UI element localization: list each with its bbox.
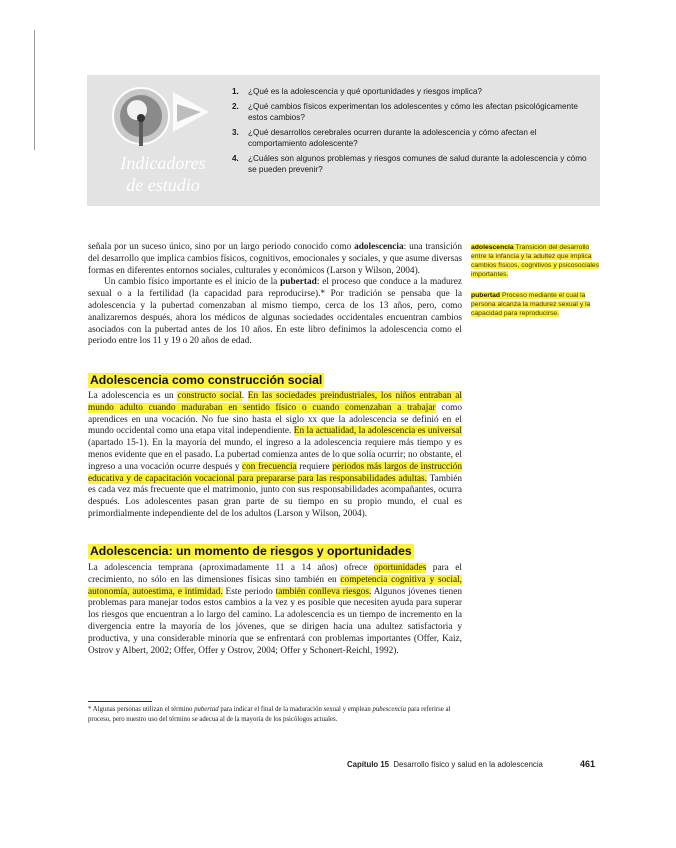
page-footer	[347, 760, 543, 769]
footnote-rule	[88, 701, 152, 702]
sidebar-definition-adolescencia	[471, 243, 603, 279]
text-run: Algunos jóvenes tienen problemas para manejar todos estos cambios a la vez y es posible que necesiten ayuda para superar los riesgos que encuentran a lo largo del camino. La adolescencia es un tiempo de incremento en la divergencia entre la mayoría de los jóvenes, que se dirigen hacia una adultez satisfactoria y productiva, y una considerable minoría que se enfrentará con problemas importantes (Offer, Kaiz, Ostrov y Albert, 2002; Offer, Offer y Ostrov, 2004; Offer y Schonert-Reichl, 1992).	[88, 586, 462, 656]
margin-rule	[34, 30, 35, 150]
question-text: ¿Qué cambios físicos experimentan los adolescentes y cómo les afectan psicológicamente estos cambios?	[248, 102, 578, 122]
chapter-label: Capítulo 15	[347, 760, 390, 769]
text-run: Un cambio físico importante es el inicio de la	[104, 277, 281, 288]
highlight: constructo social	[177, 391, 242, 401]
chapter-title: Desarrollo físico y salud en la adolescencia	[393, 760, 543, 769]
section-heading-social-construct: Adolescencia como construcción social	[90, 373, 323, 387]
guide-question	[232, 153, 592, 175]
text-run: Este periodo	[222, 586, 276, 597]
study-guide-title	[100, 152, 226, 196]
section1-paragraph	[88, 391, 462, 521]
text-run: (apartado 15-1). En la mayoría del mundo, el ingreso a la adolescencia requiere más tiempo y es menos evidente que en el pasado. La pubertad comienza antes de lo que solía ocurrir; no obstante, el ingreso a una vocación ocurre después y	[88, 438, 462, 472]
highlight: En la actualidad, la adolescencia es universal	[293, 426, 462, 437]
highlight: también conlleva riesgos.	[275, 586, 372, 597]
sidebar-term: adolescencia	[471, 244, 514, 251]
sidebar-definition-pubertad	[471, 291, 603, 318]
question-number: 4.	[232, 154, 239, 163]
text-run: La adolescencia es un	[88, 391, 178, 401]
text-run: para el crecimiento, no sólo en las dimensiones físicas sino también en	[88, 563, 462, 585]
guide-question	[232, 86, 592, 97]
highlight: oportunidades	[373, 563, 427, 573]
question-number: 2.	[232, 102, 239, 111]
highlight: En las sociedades preindustriales, los niños entraban al mundo adulto cuando maduraban en sentido físico o cuando comenzaban a trabajar	[88, 391, 462, 413]
term-pubertad: pubertad	[280, 277, 317, 288]
compass-icon	[103, 82, 213, 148]
highlight: periodos más largos de instrucción educativa y de capacitación vocacional para prepararse para las responsabilidades adultas.	[88, 461, 462, 484]
intro-text	[88, 242, 462, 348]
question-number: 1.	[232, 87, 239, 96]
study-guide-title-line1: Indicadores	[120, 153, 206, 173]
text-run: para referirse al proceso, pero nuestro uso del término se adecua al de la mayoría de los psicólogos actuales.	[88, 706, 451, 723]
section2-paragraph	[88, 563, 462, 657]
section-heading-risks-opportunities: Adolescencia: un momento de riesgos y oportunidades	[90, 544, 412, 558]
text-run: La adolescencia temprana (aproximadamente 11 a 14 años) ofrece	[88, 563, 374, 573]
question-number: 3.	[232, 128, 239, 137]
study-guide-title-line2: de estudio	[126, 175, 200, 195]
text-run: También es cada vez más frecuente que el matrimonio, junto con sus responsabilidades acompañantes, ocurra después. Los adolescentes pasan gran parte de su tiempo en su propio mundo, el cual es primordialmente independiente del de los adultos (Larson y Wilson, 2004).	[88, 473, 462, 519]
text-run: para indicar el final de la maduración sexual y emplean	[218, 706, 373, 713]
question-text: ¿Qué desarrollos cerebrales ocurren durante la adolescencia y cómo afectan el comportamiento adolescente?	[248, 128, 537, 148]
footnote	[88, 705, 462, 724]
sidebar-definition: Transición del desarrollo entre la infancia y la adultez que implica cambios físicos, cognitivos y psicosociales importantes.	[471, 244, 600, 278]
question-text: ¿Qué es la adolescencia y qué oportunidades y riesgos implica?	[248, 87, 482, 96]
page-number: 461	[580, 759, 596, 769]
text-run: como aprendices en una vocación. No fue sino hasta el siglo xx que la adolescencia se definió en el mundo occidental como una etapa vital independiente.	[88, 402, 462, 437]
section1-text	[88, 391, 462, 521]
text-run: * Algunas personas utilizan el término	[88, 706, 195, 713]
intro-paragraph-1	[88, 242, 462, 277]
guide-question	[232, 101, 592, 123]
text-run: requiere	[296, 461, 333, 472]
guide-question	[232, 127, 592, 149]
question-text: ¿Cuáles son algunos problemas y riesgos comunes de salud durante la adolescencia y cómo se pueden prevenir?	[248, 154, 587, 174]
text-run: : una transición del desarrollo que implica cambios físicos, cognitivos, emocionales y sociales, y que asume diversas formas en diferentes entornos sociales, culturales y económicos (Larson y Wilson, 2004).	[88, 242, 462, 276]
guide-questions	[232, 86, 592, 179]
section2-text	[88, 563, 462, 657]
text-run: señala por un suceso único, sino por un largo periodo conocido como	[88, 242, 355, 252]
highlight: competencia cognitiva y social, autonomía, autoestima, e intimidad.	[88, 574, 463, 597]
sidebar-term: pubertad	[471, 292, 501, 299]
sidebar-definition: Proceso mediante el cual la persona alcanza la madurez sexual y la capacidad para reproducirse.	[471, 292, 591, 317]
text-run: pubertad	[194, 706, 219, 713]
text-run: pubescencia	[372, 706, 407, 713]
highlight: con frecuencia	[242, 461, 297, 472]
intro-paragraph-2	[88, 277, 462, 348]
term-adolescencia: adolescencia	[354, 242, 404, 252]
text-run: : el proceso que conduce a la madurez sexual o a la fertilidad (la capacidad para reproducirse).* Por tradición se pensaba que la adolescencia y la pubertad comenzaban al mismo tiempo, cerca de los 13 años, pero, como analizaremos después, ahora los médicos de algunas sociedades occidentales encuentran cambios asociados con la pubertad antes de los 10 años. En este libro definimos la adolescencia como el periodo entre los 11 y 19 o 20 años de edad.	[88, 277, 462, 347]
text-run: .	[241, 391, 248, 401]
